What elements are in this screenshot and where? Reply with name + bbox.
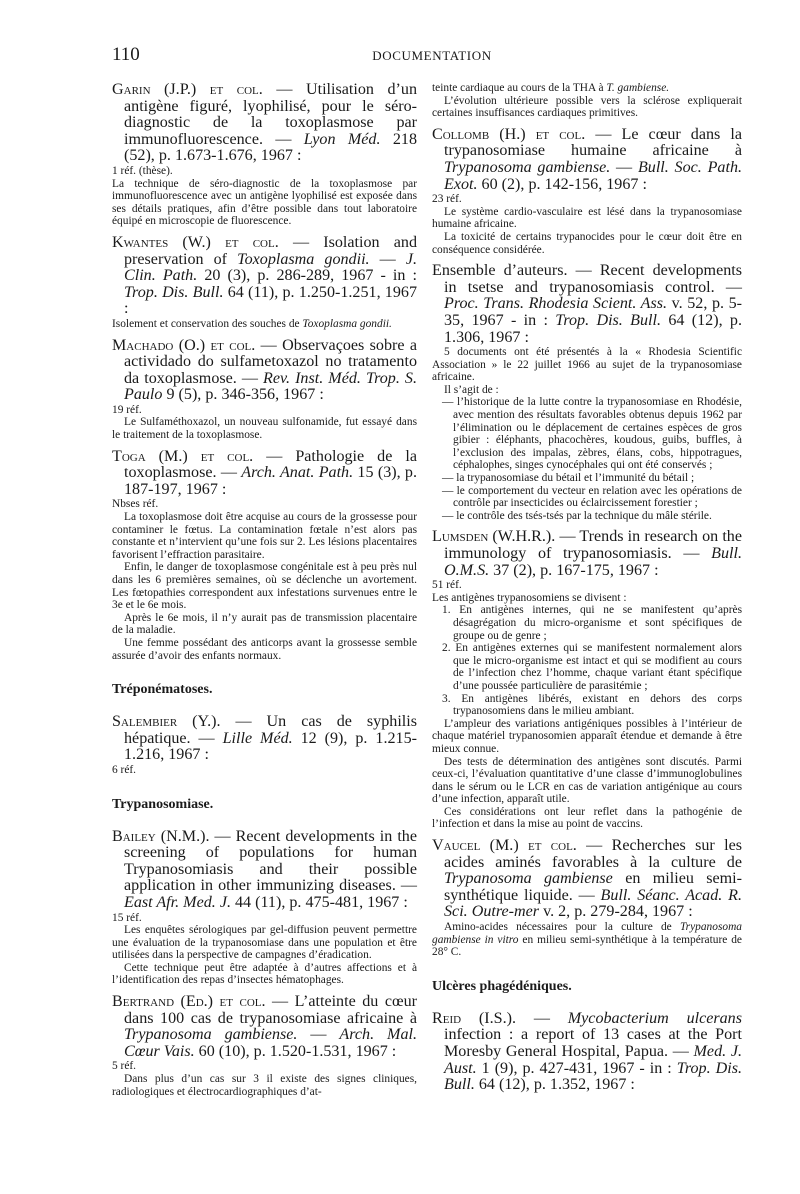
species-name: Trypanosoma gambiense in vitro — [432, 921, 742, 946]
abstract-paragraph — [432, 921, 742, 959]
journal: Trop. Dis. Bull. — [444, 1059, 742, 1094]
title-text: — Utilisation d’un antigène figuré, lyophilisé, pour le séro-diagnostic de la toxoplasmose par immunofluorescence. — — [124, 81, 417, 148]
entry-garin — [112, 82, 417, 228]
abstract-paragraph: Des tests de détermination des antigènes sont discutés. Parmi ceux-ci, l’évaluation quantitative d’une classe d’immunoglobulines dans le sérum ou le LCR en cas de variation antigénique au cours d’une infection, apparaît utile. — [432, 755, 742, 806]
author: Collomb (H.) et col. — [432, 125, 586, 143]
reference: 64 (12), p. 1.306, 1967 : — [444, 311, 742, 346]
citation — [112, 714, 417, 764]
author: Vaucel (M.) et col. — [432, 837, 577, 855]
title-text: — Isolation and preservation of — [124, 233, 417, 268]
reference: 37 (2), p. 167-175, 1967 : — [489, 561, 659, 579]
title-text: — Recent developments in tsetse and trypanosomiasis control. — — [444, 262, 742, 296]
journal: Bull. O.M.S. — [444, 545, 742, 579]
abstract-paragraph: L’évolution ultérieure possible vers la sclérose expliquerait certaines insuffisances cardiaques primitives. — [432, 94, 742, 120]
title-text: — — [369, 250, 406, 268]
entry-collomb — [432, 127, 742, 256]
title-text: — — [516, 1009, 568, 1027]
citation — [432, 838, 742, 921]
ref-count: 51 réf. — [432, 579, 462, 592]
reference: 12 (9), p. 1.215-1.216, 1967 : — [124, 729, 417, 764]
title-text: — Trends in research on the immunology of trypanosomiasis. — — [444, 528, 742, 562]
abstract-paragraph — [112, 318, 417, 331]
abstract — [112, 498, 417, 662]
ref-count: 5 réf. — [112, 1060, 137, 1073]
left-column — [112, 82, 417, 1105]
author: Ensemble d’auteurs. — [432, 262, 568, 280]
abstract-paragraph: Ces considérations ont leur reflet dans la pathogénie de l’infection et dans la mise au point de vaccins. — [432, 805, 742, 831]
abstract — [112, 404, 417, 442]
author: Garin (J.P.) et col. — [112, 81, 263, 98]
reference: 218 (52), p. 1.673-1.676, 1967 : — [124, 130, 417, 165]
abstract — [432, 579, 742, 831]
title-text: — L’atteinte du cœur dans 100 cas de trypanosomiase africaine à — [124, 993, 417, 1027]
note-text: teinte cardiaque au cours de la THA à — [432, 82, 607, 94]
note-text: Isolement et conservation des souches de — [112, 317, 303, 330]
abstract — [112, 165, 417, 228]
citation — [432, 1011, 742, 1094]
reference: 20 (3), p. 286-289, 1967 - in : — [197, 267, 417, 285]
abstract-paragraph: Les enquêtes sérologiques par gel-diffusion peuvent permettre une évaluation de la trypanosomiase dans une population et être utilisées dans la perspective de campagnes d’éradication. — [112, 924, 417, 962]
journal: Arch. Mal. Cœur Vais. — [124, 1026, 418, 1060]
page-header — [112, 44, 752, 68]
journal: East Afr. Med. J. — [124, 893, 231, 911]
list-item: — l’historique de la lutte contre la trypanosomiase en Rhodésie, avec mention des résultats favorables obtenus depuis 1962 par l’élimination ou le déplacement de certaines espèces de gros gibier : éléphants, phacochères, koudous, guibs, buffles, à l’exclusion des impalas, zèbres, élans, cobs, hippotragues, céphalophes, singes cynocéphales qui ont été conservés ; — [442, 396, 742, 472]
species-name: Mycobacterium ulcerans — [567, 1009, 742, 1027]
entry-lumsden — [432, 529, 742, 831]
author: Bertrand (Ed.) et col. — [112, 993, 266, 1011]
journal: J. Clin. Path. — [124, 250, 418, 285]
citation — [112, 449, 417, 499]
title-text: — Le cœur dans la trypanosomiase humaine africaine à — [444, 125, 742, 160]
title-text: — Recent developments in the screening of populations for human Trypanosomiasis and their possible application in other immunizing diseases. — — [124, 827, 417, 895]
page-number: 110 — [112, 44, 140, 65]
author: Lumsden (W.H.R.). — [432, 528, 556, 546]
abstract — [432, 82, 742, 120]
abstract — [432, 921, 742, 959]
reference: 60 (10), p. 1.520-1.531, 1967 : — [194, 1042, 397, 1060]
citation — [432, 529, 742, 579]
note-text: en milieu semi-synthétique à la température de 28° C. — [432, 933, 742, 959]
species-name: Trypanosoma gambiense. — [444, 158, 611, 176]
ref-count: 6 réf. — [112, 763, 137, 776]
running-title: DOCUMENTATION — [372, 48, 492, 63]
abstract — [112, 318, 417, 331]
section-heading: Ulcères phagédéniques. — [432, 978, 572, 994]
abstract-paragraph: Cette technique peut être adaptée à d’autres affections et à l’identification des repas d’insectes hématophages. — [112, 961, 417, 987]
title-text: en milieu semi-synthétique liquide. — — [444, 870, 743, 904]
journal: Bull. Soc. Path. Exot. — [444, 158, 743, 193]
citation — [432, 263, 742, 346]
reference: v. 52, p. 5-35, 1967 - in : — [444, 295, 742, 329]
abstract — [112, 764, 417, 777]
section-heading: Tréponématoses. — [112, 682, 213, 698]
list-item: — le comportement du vecteur en relation avec les opérations de contrôle par insecticides ou éclaircissement forestier ; — [442, 484, 742, 510]
ref-count: 1 réf. (thèse). — [112, 164, 173, 177]
entry-toga — [112, 449, 417, 663]
entry-bertrand-continued — [432, 82, 742, 120]
list-item: 3. En antigènes libérés, existant en dehors des corps trypanosomiens dans le milieu ambiant. — [442, 692, 742, 718]
abstract-paragraph: Le Sulfaméthoxazol, un nouveau sulfonamide, fut essayé dans le traitement de la toxoplasmose. — [112, 416, 417, 442]
abstract — [432, 346, 742, 522]
journal: Trop. Dis. Bull. — [555, 311, 662, 329]
abstract-paragraph: L’ampleur des variations antigéniques possibles à l’intérieur de chaque matériel trypanosomien apparaît étendue et demande à être mieux connue. — [432, 717, 742, 755]
abstract — [432, 193, 742, 256]
species-name: Toxoplasma gondii. — [237, 250, 370, 268]
citation — [112, 338, 417, 404]
reference: 44 (11), p. 475-481, 1967 : — [230, 893, 408, 911]
author: Salembier (Y.). — [112, 713, 221, 731]
entry-reid — [432, 1011, 742, 1094]
citation — [432, 127, 742, 193]
reference: v. 2, p. 279-284, 1967 : — [539, 903, 693, 921]
abstract — [112, 1060, 417, 1098]
abstract-paragraph: Il s’agit de : — [444, 383, 499, 396]
journal: Proc. Trans. Rhodesia Scient. Ass. — [444, 295, 668, 313]
author: Bailey (N.M.). — [112, 827, 210, 845]
list-item: — le contrôle des tsés-tsés par la technique du mâle stérile. — [442, 509, 712, 522]
abstract-paragraph: La toxoplasmose doit être acquise au cours de la grossesse pour contaminer le fœtus. La contamination fœtale n’est alors pas constante et n’intervient qu’une fois sur 2. Les lésions placentaires favorisent l’effraction parasitaire. — [112, 511, 417, 561]
right-column — [432, 82, 742, 1101]
journal: Lyon Méd. — [303, 130, 381, 148]
entry-kwantes — [112, 235, 417, 331]
citation — [112, 82, 417, 165]
abstract-paragraph: 5 documents ont été présentés à la « Rhodesia Scientific Association » le 22 juillet 1966 au sujet de la trypanosomiase africaine. — [432, 346, 742, 384]
abstract-paragraph: Les antigènes trypanosomiens se divisent : — [432, 591, 627, 604]
entry-bailey — [112, 829, 417, 988]
title-text: — Un cas de syphilis hépatique. — — [124, 713, 418, 747]
section-heading: Trypanosomiase. — [112, 796, 214, 812]
abstract-paragraph: Dans plus d’un cas sur 3 il existe des signes cliniques, radiologiques et électrocardiographiques d’at- — [112, 1073, 417, 1098]
reference: 15 (3), p. 187-197, 1967 : — [124, 464, 417, 498]
journal: Med. J. Aust. — [444, 1043, 742, 1077]
note-text: Amino-acides nécessaires pour la culture de — [444, 921, 680, 934]
abstract-paragraph: Après le 6e mois, il n’y aurait pas de transmission placentaire de la maladie. — [112, 611, 417, 637]
ref-count: Nbses réf. — [112, 498, 159, 511]
entry-bertrand — [112, 994, 417, 1098]
title-text: — — [610, 158, 638, 176]
journal: Lille Méd. — [222, 729, 293, 747]
ref-count: 19 réf. — [112, 403, 142, 416]
citation — [112, 994, 417, 1060]
author: Reid (I.S.). — [432, 1009, 516, 1027]
reference: 1 (9), p. 427-431, 1967 - in : — [476, 1059, 677, 1077]
author: Kwantes (W.) et col. — [112, 233, 279, 251]
ref-count: 23 réf. — [432, 193, 462, 206]
abstract-paragraph: La toxicité de certains trypanocides pour le cœur doit être en conséquence considérée. — [432, 230, 742, 256]
reference: 60 (2), p. 142-156, 1967 : — [477, 175, 647, 193]
list-item: 2. En antigènes externes qui se manifestent normalement alors que le micro-organisme est intact et qui se modifient au cours de l’infection chez l’homme, chaque variant étant spécifique d’une poussée particulière de parasitémie ; — [442, 642, 742, 692]
reference: 9 (5), p. 346-356, 1967 : — [162, 386, 324, 404]
list-item: 1. En antigènes internes, qui ne se manifestent qu’après désagrégation du micro-organisme et sont spécifiques de groupe ou de genre ; — [442, 604, 742, 642]
journal: Bull. Séanc. Acad. R. Sci. Outre-mer — [444, 886, 742, 921]
list-item: — la trypanosomiase du bétail et l’immunité du bétail ; — [442, 472, 695, 485]
species-name: Trypanosoma gambiense. — [124, 1026, 298, 1044]
journal: Trop. Dis. Bull. — [124, 283, 224, 301]
species-name: Toxoplasma gondii. — [302, 317, 392, 330]
journal: Arch. Anat. Path. — [241, 464, 354, 482]
abstract — [112, 912, 417, 988]
title-text: — Pathologie de la toxoplasmose. — — [124, 447, 417, 482]
abstract-paragraph: La technique de séro-diagnostic de la toxoplasmose par immunofluorescence avec un antigène lyophilisé est exposée dans ses détails pratiques, afin d’être possible dans tout laboratoire équipé en microscopie de fluorescence. — [112, 177, 417, 228]
author: Toga (M.) et col. — [112, 447, 254, 465]
abstract-paragraph: Le système cardio-vasculaire est lésé dans la trypanosomiase humaine africaine. — [432, 205, 742, 231]
title-text: — Observaçoes sobre a actividado do sulfametoxazol no tratamento da toxoplasmose. — — [124, 336, 417, 387]
journal: Rev. Inst. Méd. Trop. S. Paulo — [124, 369, 417, 404]
title-text: infection : a report of 13 cases at the Port Moresby General Hospital, Papua. — — [444, 1026, 742, 1060]
species-name: Trypanosoma gambiense — [444, 870, 613, 888]
author: Machado (O.) et col. — [112, 336, 256, 354]
reference: 64 (12), p. 1.352, 1967 : — [474, 1076, 635, 1094]
abstract-paragraph — [432, 82, 742, 95]
entry-machado — [112, 338, 417, 442]
reference: 64 (11), p. 1.250-1.251, 1967 : — [124, 283, 417, 318]
species-name: T. gambiense. — [606, 82, 670, 94]
citation — [112, 235, 417, 318]
ref-count: 15 réf. — [112, 911, 142, 924]
entry-salembier — [112, 714, 417, 776]
title-text: — Recherches sur les acides aminés favorables à la culture de — [444, 837, 742, 871]
citation — [112, 829, 417, 912]
entry-vaucel — [432, 838, 742, 959]
abstract-paragraph: Une femme possédant des anticorps avant la grossesse semble assurée d’avoir des enfants normaux. — [112, 636, 417, 662]
entry-ensemble — [432, 263, 742, 522]
abstract-paragraph: Enfin, le danger de toxoplasmose congénitale est à peu près nul dans les 6 premières semaines, où se déclenche un avortement. Les fœtopathies correspondent aux infestations survenues entre le 3e et le 6e mois. — [112, 561, 417, 612]
title-text: — — [297, 1026, 340, 1044]
